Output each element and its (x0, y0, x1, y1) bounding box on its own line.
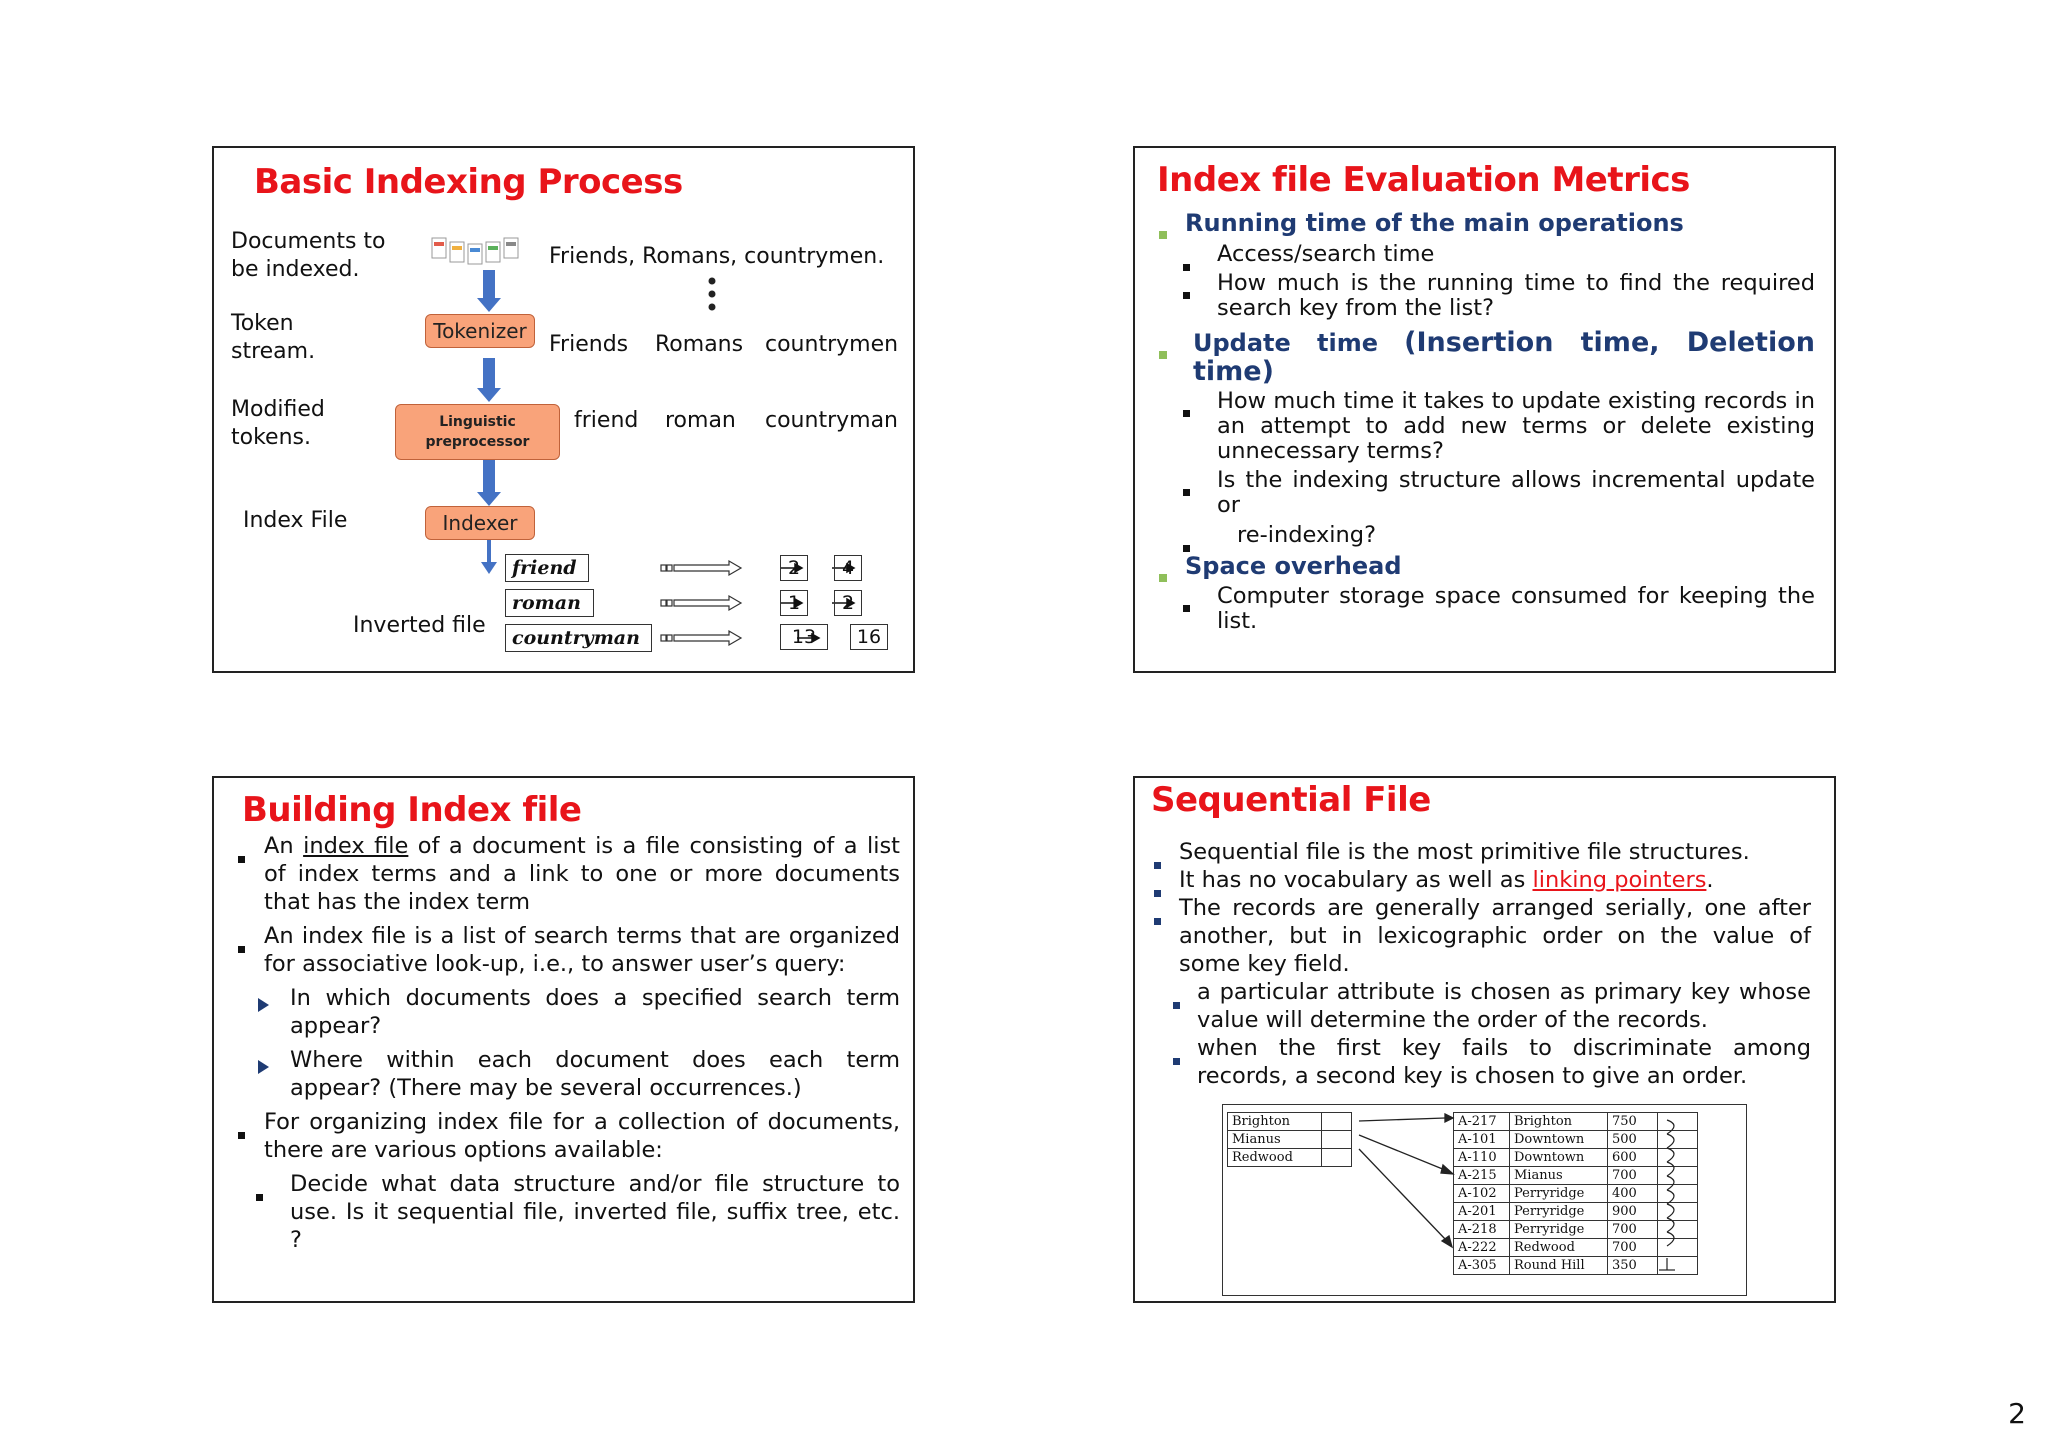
table-row: A-215 Mianus 700 (1454, 1167, 1698, 1185)
heading-space-overhead: Space overhead (1185, 552, 1402, 580)
index-pointer-arrows (1315, 1108, 1735, 1294)
heading-running-time: Running time of the main operations (1185, 209, 1684, 237)
list-item: a particular attribute is chosen as primary key whose value will determine the order of the records. (1151, 978, 1811, 1034)
list-item (1157, 553, 1815, 581)
slide-title: Basic Indexing Process (254, 162, 683, 202)
label-modified-tokens: Modified tokens. (231, 397, 325, 450)
list-item: How much time it takes to update existing records in an attempt to add new terms or delete existing unnecessary terms? (1157, 389, 1815, 464)
label-index-file: Index File (243, 508, 348, 533)
term-friend: friend (505, 554, 589, 582)
posting-countryman-2: 16 (850, 624, 888, 650)
list-item: It has no vocabulary as well as linking pointers. (1151, 866, 1811, 894)
table-row: A-222 Redwood 700 (1454, 1239, 1698, 1257)
documents-icon (430, 234, 525, 266)
posting-friend-1: 2 (780, 555, 808, 581)
index-key: Brighton (1228, 1113, 1322, 1131)
list-item: An index file is a list of search terms that are organized for associative look-up, i.e., to answer user’s query: (234, 922, 900, 978)
list-item: Computer storage space consumed for keeping the list. (1157, 584, 1815, 634)
sequential-file-list (1151, 838, 1811, 1090)
modified-token-2: roman (665, 408, 736, 433)
posting-roman-1: 1 (780, 590, 808, 616)
posting-roman-2: 2 (834, 590, 862, 616)
page-number: 2 (2008, 1397, 2026, 1430)
heading-update-time: Update time (1193, 329, 1405, 357)
list-item: Where within each document does each term appear? (There may be several occurrences.) (234, 1046, 900, 1102)
table-row: A-102 Perryridge 400 (1454, 1185, 1698, 1203)
list-item: Sequential file is the most primitive file structures. (1151, 838, 1811, 866)
linguistic-preprocessor-box: Linguistic preprocessor (395, 404, 560, 460)
label-token-stream: Token stream. (231, 311, 316, 364)
token-2: Romans (655, 332, 744, 357)
sentence-text: Friends, Romans, countrymen. (549, 244, 885, 269)
index-key: Mianus (1228, 1131, 1322, 1149)
slide-index-file-evaluation-metrics (1133, 146, 1836, 673)
linking-pointers-link[interactable]: linking pointers (1532, 867, 1707, 893)
list-item: Update time (Insertion time, Deletion time) (1157, 329, 1815, 387)
label-inverted-file: Inverted file (353, 613, 486, 638)
table-row: A-201 Perryridge 900 (1454, 1203, 1698, 1221)
posting-countryman-1: 13 (780, 624, 828, 650)
table-row: A-218 Perryridge 700 (1454, 1221, 1698, 1239)
metrics-list (1157, 210, 1815, 634)
indexer-box: Indexer (425, 506, 535, 540)
token-1: Friends (549, 332, 629, 357)
index-key: Redwood (1228, 1149, 1322, 1167)
list-item: For organizing index file for a collection of documents, there are various options available: (234, 1108, 900, 1164)
table-row: A-217 Brighton 750 (1454, 1113, 1698, 1131)
table-row: A-305 Round Hill 350 (1454, 1257, 1698, 1275)
posting-friend-2: 4 (834, 555, 862, 581)
table-row: A-110 Downtown 600 (1454, 1149, 1698, 1167)
term-roman: roman (505, 589, 594, 617)
list-item: Is the indexing structure allows incremental update or (1157, 468, 1815, 518)
slide-building-index-file (212, 776, 915, 1303)
slide-title: Sequential File (1151, 780, 1431, 820)
modified-token-3: countryman (765, 408, 898, 433)
list-item: How much is the running time to find the required search key from the list? (1157, 271, 1815, 321)
slide-title: Index file Evaluation Metrics (1157, 160, 1690, 200)
list-item: In which documents does a specified search term appear? (234, 984, 900, 1040)
list-item: Access/search time (1157, 241, 1815, 268)
list-item: when the first key fails to discriminate among records, a second key is chosen to give an order. (1151, 1034, 1811, 1090)
list-item: Decide what data structure and/or file structure to use. Is it sequential file, inverted file, suffix tree, etc. ? (234, 1170, 900, 1254)
slide-sequential-file (1133, 776, 1836, 1303)
slide-basic-indexing-process (212, 146, 915, 673)
term-countryman: countryman (505, 624, 652, 652)
token-3: countrymen (765, 332, 899, 357)
slide-title: Building Index file (242, 790, 582, 830)
list-item (1157, 210, 1815, 238)
table-row: A-101 Downtown 500 (1454, 1131, 1698, 1149)
tokenizer-box: Tokenizer (425, 314, 535, 348)
vertical-ellipsis-icon (706, 276, 718, 312)
list-item: re-indexing? (1157, 522, 1815, 549)
modified-token-1: friend (574, 408, 639, 433)
list-item: The records are generally arranged serially, one after another, but in lexicographic order on the value of some key field. (1151, 894, 1811, 978)
label-documents: Documents to be indexed. (231, 229, 386, 282)
building-index-list (234, 832, 900, 1254)
list-item: An index file of a document is a file consisting of a list of index terms and a link to one or more documents that has the index term (234, 832, 900, 916)
